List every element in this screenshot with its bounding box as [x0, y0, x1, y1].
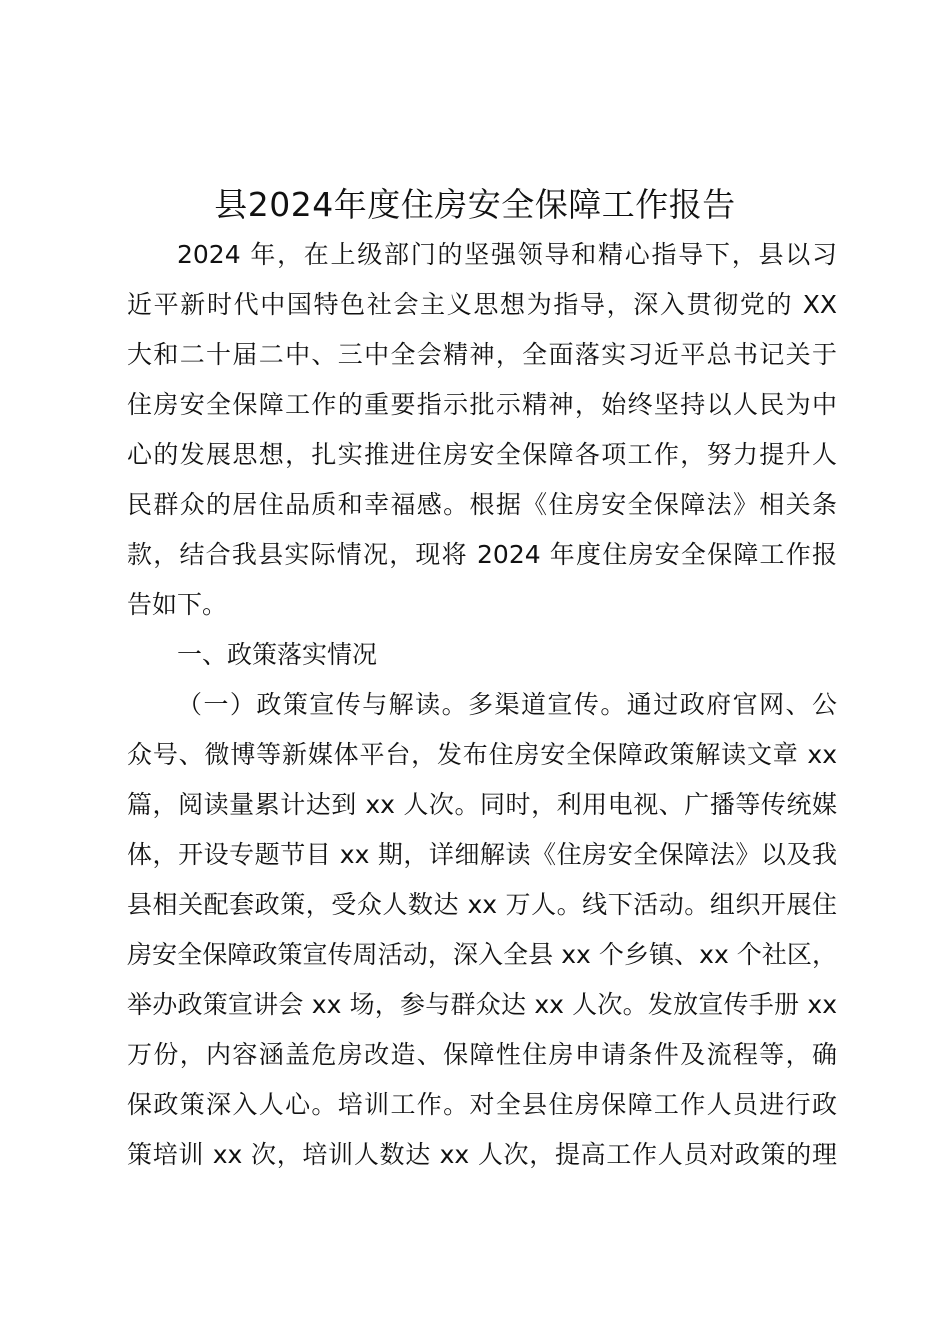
document-body	[127, 230, 837, 1180]
paragraph-line: 万份，内容涵盖危房改造、保障性住房申请条件及流程等，确	[127, 1040, 837, 1069]
paragraph-line: 县相关配套政策，受众人数达 xx 万人。线下活动。组织开展住	[127, 890, 837, 919]
paragraph-line: 房安全保障政策宣传周活动，深入全县 xx 个乡镇、xx 个社区，	[127, 940, 837, 969]
paragraph-line: 民群众的居住品质和幸福感。根据《住房安全保障法》相关条	[127, 490, 837, 519]
paragraph-line: （一）政策宣传与解读。多渠道宣传。通过政府官网、公	[177, 690, 837, 719]
paragraph-line: 篇，阅读量累计达到 xx 人次。同时，利用电视、广播等传统媒	[127, 790, 837, 819]
paragraph-line: 举办政策宣讲会 xx 场，参与群众达 xx 人次。发放宣传手册 xx	[127, 990, 837, 1019]
paragraph-line: 大和二十届二中、三中全会精神，全面落实习近平总书记关于	[127, 340, 837, 369]
paragraph-line: 告如下。	[127, 590, 228, 619]
paragraph-line: 体，开设专题节目 xx 期，详细解读《住房安全保障法》以及我	[127, 840, 837, 869]
paragraph-line: 心的发展思想，扎实推进住房安全保障各项工作，努力提升人	[127, 440, 837, 469]
section-heading: 一、政策落实情况	[177, 640, 378, 669]
paragraph-line: 住房安全保障工作的重要指示批示精神，始终坚持以人民为中	[127, 390, 837, 419]
paragraph-line: 款，结合我县实际情况，现将 2024 年度住房安全保障工作报	[127, 540, 837, 569]
paragraph-line: 策培训 xx 次，培训人数达 xx 人次，提高工作人员对政策的理	[127, 1140, 837, 1169]
paragraph-line: 近平新时代中国特色社会主义思想为指导，深入贯彻党的 XX	[127, 290, 837, 319]
paragraph-line: 2024 年，在上级部门的坚强领导和精心指导下，县以习	[177, 240, 837, 269]
paragraph-line: 保政策深入人心。培训工作。对全县住房保障工作人员进行政	[127, 1090, 837, 1119]
paragraph-line: 众号、微博等新媒体平台，发布住房安全保障政策解读文章 xx	[127, 740, 837, 769]
document-title: 县2024年度住房安全保障工作报告	[214, 185, 736, 224]
